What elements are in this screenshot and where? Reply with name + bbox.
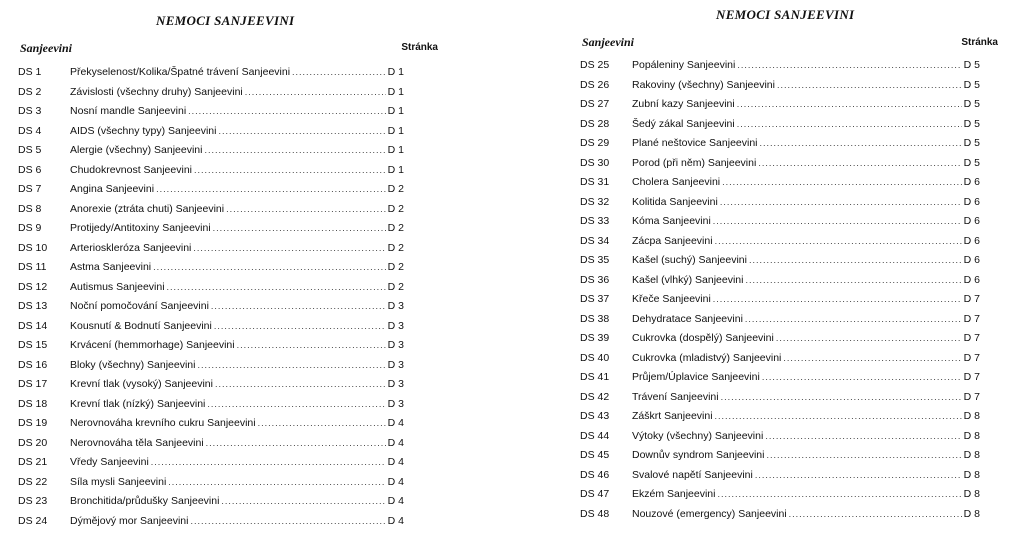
list-item (580, 56, 1002, 76)
column-header-page: Stránka (401, 42, 438, 53)
entry-code: DS 32 (580, 195, 610, 208)
dot-leader (194, 161, 386, 181)
dot-leader (151, 453, 386, 473)
entry-page: D 7 (963, 312, 980, 325)
entry-code: DS 35 (580, 254, 610, 266)
list-item (580, 329, 1002, 349)
entry-name: Závislosti (všechny druhy) Sanjeevini (70, 85, 243, 98)
list-item (580, 349, 1002, 369)
column-header-name: Sanjeevini (582, 35, 635, 49)
entry-page: D 5 (963, 117, 980, 130)
entry-page: D 1 (387, 105, 404, 117)
list-item (18, 317, 438, 337)
entry-page: D 5 (963, 98, 980, 110)
entry-page: D 3 (387, 397, 404, 410)
list-item (18, 239, 438, 259)
entry-page: D 5 (963, 137, 980, 149)
entry-code: DS 40 (580, 351, 610, 364)
list-item (18, 180, 438, 200)
entry-page: D 2 (387, 202, 404, 215)
entry-name: Trávení Sanjeevini (632, 390, 719, 403)
entry-code: DS 47 (580, 488, 610, 500)
entry-name: Cukrovka (dospělý) Sanjeevini (632, 332, 774, 344)
list-item (18, 453, 438, 473)
entry-page: D 8 (963, 488, 980, 500)
entry-code: DS 18 (18, 397, 48, 410)
dot-leader (218, 122, 385, 142)
entry-page: D 4 (387, 475, 404, 488)
entry-name: Nosní mandle Sanjeevini (70, 105, 187, 117)
entry-page: D 2 (387, 241, 404, 254)
entry-name: Autismus Sanjeevini (70, 280, 165, 293)
dot-leader (153, 258, 386, 278)
entry-page: D 2 (387, 280, 404, 293)
list-item (18, 434, 438, 454)
entry-code: DS 33 (580, 215, 610, 227)
list-item (18, 161, 438, 181)
dot-leader (722, 173, 962, 193)
dot-leader (721, 388, 962, 408)
entry-name: Rakoviny (všechny) Sanjeevini (632, 78, 775, 91)
entry-page: D 6 (963, 254, 980, 266)
page-title: NEMOCI SANJEEVINI (156, 13, 295, 28)
list-item (580, 368, 1002, 388)
list-item (580, 466, 1002, 486)
entry-name: Popáleniny Sanjeevini (632, 59, 736, 71)
entry-name: Krevní tlak (nízký) Sanjeevini (70, 397, 206, 410)
entry-name: Plané neštovice Sanjeevini (632, 137, 758, 149)
entry-name: Výtoky (všechny) Sanjeevini (632, 429, 764, 442)
entry-name: Downův syndrom Sanjeevini (632, 449, 765, 461)
entry-page: D 1 (387, 144, 404, 156)
entry-page: D 6 (963, 273, 980, 286)
entry-page: D 4 (387, 514, 404, 527)
list-item (580, 388, 1002, 408)
entry-page: D 3 (387, 300, 404, 312)
dot-leader (206, 434, 386, 454)
dot-leader (226, 200, 386, 220)
list-item (580, 427, 1002, 447)
entry-code: DS 22 (18, 475, 48, 488)
entry-page: D 8 (963, 449, 980, 461)
dot-leader (237, 336, 386, 356)
entry-name: Kolitida Sanjeevini (632, 195, 718, 208)
dot-leader (245, 83, 386, 103)
entry-page: D 4 (387, 417, 404, 429)
list-item (18, 258, 438, 278)
entry-code: DS 12 (18, 280, 48, 293)
list-item (18, 141, 438, 161)
entry-page: D 7 (963, 390, 980, 403)
dot-leader (204, 141, 385, 161)
entry-page: D 7 (963, 332, 980, 344)
entry-page: D 7 (963, 371, 980, 383)
entry-name: AIDS (všechny typy) Sanjeevini (70, 124, 217, 137)
dot-leader (762, 368, 962, 388)
entry-code: DS 15 (18, 339, 48, 351)
entry-list (580, 56, 1002, 524)
dot-leader (213, 219, 386, 239)
entry-page: D 3 (387, 339, 404, 351)
entry-code: DS 43 (580, 410, 610, 422)
dot-leader (258, 414, 386, 434)
entry-name: Angina Sanjeevini (70, 183, 155, 195)
list-item (580, 310, 1002, 330)
entry-name: Dehydratace Sanjeevini (632, 312, 743, 325)
entry-page: D 6 (963, 234, 980, 247)
dot-leader (214, 317, 386, 337)
entry-name: Vředy Sanjeevini (70, 456, 149, 468)
entry-page: D 3 (387, 358, 404, 371)
dot-leader (720, 193, 962, 213)
dot-leader (188, 102, 386, 122)
entry-code: DS 19 (18, 417, 48, 429)
entry-code: DS 16 (18, 358, 48, 371)
entry-name: Arterioskleróza Sanjeevini (70, 241, 192, 254)
list-item (18, 297, 438, 317)
list-item (580, 290, 1002, 310)
entry-code: DS 44 (580, 429, 610, 442)
dot-leader (758, 154, 961, 174)
dot-leader (292, 63, 386, 83)
list-item (580, 95, 1002, 115)
entry-name: Kóma Sanjeevini (632, 215, 711, 227)
list-item (18, 473, 438, 493)
entry-name: Síla mysli Sanjeevini (70, 475, 167, 488)
entry-page: D 4 (387, 456, 404, 468)
entry-name: Krevní tlak (vysoký) Sanjeevini (70, 378, 213, 390)
entry-code: DS 30 (580, 156, 610, 169)
entry-name: Alergie (všechny) Sanjeevini (70, 144, 203, 156)
list-item (18, 200, 438, 220)
entry-name: Bloky (všechny) Sanjeevini (70, 358, 196, 371)
list-item (580, 76, 1002, 96)
dot-leader (156, 180, 386, 200)
entry-page: D 2 (387, 183, 404, 195)
entry-code: DS 10 (18, 241, 48, 254)
dot-leader (737, 56, 961, 76)
dot-leader (755, 466, 962, 486)
entry-name: Zácpa Sanjeevini (632, 234, 713, 247)
dot-leader (713, 290, 962, 310)
entry-page: D 7 (963, 293, 980, 305)
list-item (580, 173, 1002, 193)
entry-code: DS 3 (18, 105, 42, 117)
column-header-name: Sanjeevini (20, 41, 73, 55)
list-item (18, 102, 438, 122)
entry-page: D 1 (387, 85, 404, 98)
list-item (18, 492, 438, 512)
entry-code: DS 34 (580, 234, 610, 247)
list-item (18, 83, 438, 103)
entry-name: Protijedy/Antitoxiny Sanjeevini (70, 222, 211, 234)
entry-name: Noční pomočování Sanjeevini (70, 300, 209, 312)
entry-code: DS 39 (580, 332, 610, 344)
entry-page: D 1 (387, 163, 404, 176)
entry-code: DS 23 (18, 495, 48, 507)
entry-code: DS 20 (18, 436, 48, 449)
entry-code: DS 2 (18, 85, 42, 98)
dot-leader (745, 310, 962, 330)
entry-name: Astma Sanjeevini (70, 261, 152, 273)
entry-code: DS 45 (580, 449, 610, 461)
entry-name: Zubní kazy Sanjeevini (632, 98, 735, 110)
list-item (580, 115, 1002, 135)
dot-leader (760, 134, 962, 154)
entry-name: Dýmějový mor Sanjeevini (70, 514, 189, 527)
dot-leader (783, 349, 961, 369)
entry-name: Šedý zákal Sanjeevini (632, 117, 735, 130)
entry-code: DS 9 (18, 222, 42, 234)
entry-page: D 8 (963, 410, 980, 422)
dot-leader (190, 512, 385, 532)
dot-leader (745, 271, 961, 291)
dot-leader (765, 427, 961, 447)
entry-name: Cukrovka (mladistvý) Sanjeevini (632, 351, 782, 364)
page-title: NEMOCI SANJEEVINI (716, 7, 855, 22)
dot-leader (737, 95, 962, 115)
list-item (18, 512, 438, 532)
entry-page: D 8 (963, 468, 980, 481)
entry-code: DS 7 (18, 183, 42, 195)
dot-leader (715, 407, 962, 427)
entry-code: DS 27 (580, 98, 610, 110)
entry-code: DS 28 (580, 117, 610, 130)
list-item (580, 505, 1002, 525)
entry-name: Anorexie (ztráta chuti) Sanjeevini (70, 202, 225, 215)
list-item (580, 251, 1002, 271)
list-item (18, 414, 438, 434)
entry-name: Cholera Sanjeevini (632, 176, 721, 188)
entry-page: D 6 (963, 195, 980, 208)
list-item (580, 193, 1002, 213)
list-item (18, 395, 438, 415)
list-item (580, 232, 1002, 252)
entry-page: D 1 (387, 124, 404, 137)
list-item (580, 485, 1002, 505)
list-item (580, 154, 1002, 174)
entry-page: D 8 (963, 429, 980, 442)
dot-leader (717, 485, 961, 505)
dot-leader (789, 505, 962, 525)
dot-leader (221, 492, 385, 512)
entry-name: Záškrt Sanjeevini (632, 410, 713, 422)
dot-leader (777, 76, 962, 96)
dot-leader (215, 375, 386, 395)
entry-code: DS 6 (18, 163, 42, 176)
entry-code: DS 31 (580, 176, 610, 188)
entry-page: D 4 (387, 495, 404, 507)
entry-code: DS 4 (18, 124, 42, 137)
dot-leader (168, 473, 385, 493)
list-item (18, 63, 438, 83)
entry-code: DS 13 (18, 300, 48, 312)
entry-name: Nerovnováha těla Sanjeevini (70, 436, 204, 449)
dot-leader (776, 329, 962, 349)
entry-code: DS 25 (580, 59, 610, 71)
entry-code: DS 42 (580, 390, 610, 403)
entry-code: DS 5 (18, 144, 42, 156)
entry-code: DS 48 (580, 507, 610, 520)
entry-code: DS 11 (18, 261, 47, 273)
entry-name: Bronchitida/průdušky Sanjeevini (70, 495, 220, 507)
entry-page: D 7 (963, 351, 980, 364)
dot-leader (197, 356, 385, 376)
dot-leader (207, 395, 385, 415)
list-item (580, 212, 1002, 232)
entry-code: DS 29 (580, 137, 610, 149)
list-item (580, 134, 1002, 154)
entry-page: D 2 (387, 261, 404, 273)
entry-code: DS 17 (18, 378, 48, 390)
list-item (580, 271, 1002, 291)
entry-name: Křeče Sanjeevini (632, 293, 711, 305)
entry-page: D 5 (963, 156, 980, 169)
entry-code: DS 21 (18, 456, 48, 468)
dot-leader (713, 212, 962, 232)
entry-name: Nouzové (emergency) Sanjeevini (632, 507, 787, 520)
entry-page: D 5 (963, 59, 980, 71)
list-item (18, 356, 438, 376)
entry-code: DS 14 (18, 319, 48, 332)
dot-leader (737, 115, 962, 135)
entry-name: Chudokrevnost Sanjeevini (70, 163, 192, 176)
entry-code: DS 24 (18, 514, 48, 527)
entry-code: DS 1 (18, 66, 42, 78)
entry-page: D 5 (963, 78, 980, 91)
dot-leader (211, 297, 386, 317)
entry-name: Porod (při něm) Sanjeevini (632, 156, 757, 169)
entry-code: DS 38 (580, 312, 610, 325)
dot-leader (193, 239, 385, 259)
dot-leader (167, 278, 386, 298)
dot-leader (749, 251, 962, 271)
entry-name: Kašel (suchý) Sanjeevini (632, 254, 747, 266)
entry-name: Nerovnováha krevního cukru Sanjeevini (70, 417, 256, 429)
entry-page: D 4 (387, 436, 404, 449)
entry-page: D 3 (387, 319, 404, 332)
list-item (18, 375, 438, 395)
list-item (18, 336, 438, 356)
entry-name: Svalové napětí Sanjeevini (632, 468, 753, 481)
entry-name: Průjem/Úplavice Sanjeevini (632, 371, 760, 383)
entry-page: D 6 (963, 176, 980, 188)
entry-name: Ekzém Sanjeevini (632, 488, 716, 500)
entry-name: Kašel (vlhký) Sanjeevini (632, 273, 744, 286)
entry-code: DS 37 (580, 293, 610, 305)
entry-name: Překyselenost/Kolika/Špatné trávení Sanjeevini (70, 66, 291, 78)
list-item (18, 278, 438, 298)
entry-code: DS 8 (18, 202, 42, 215)
entry-code: DS 26 (580, 78, 610, 91)
entry-page: D 2 (387, 222, 404, 234)
entry-name: Krvácení (hemmorhage) Sanjeevini (70, 339, 235, 351)
entry-code: DS 36 (580, 273, 610, 286)
entry-page: D 8 (963, 507, 980, 520)
entry-code: DS 41 (580, 371, 610, 383)
list-item (18, 122, 438, 142)
entry-page: D 1 (387, 66, 404, 78)
list-item (580, 407, 1002, 427)
dot-leader (715, 232, 962, 252)
entry-page: D 6 (963, 215, 980, 227)
entry-name: Kousnutí & Bodnutí Sanjeevini (70, 319, 212, 332)
column-header-page: Stránka (961, 37, 998, 48)
entry-page: D 3 (387, 378, 404, 390)
list-item (580, 446, 1002, 466)
list-item (18, 219, 438, 239)
entry-list (18, 63, 438, 531)
dot-leader (766, 446, 961, 466)
entry-code: DS 46 (580, 468, 610, 481)
